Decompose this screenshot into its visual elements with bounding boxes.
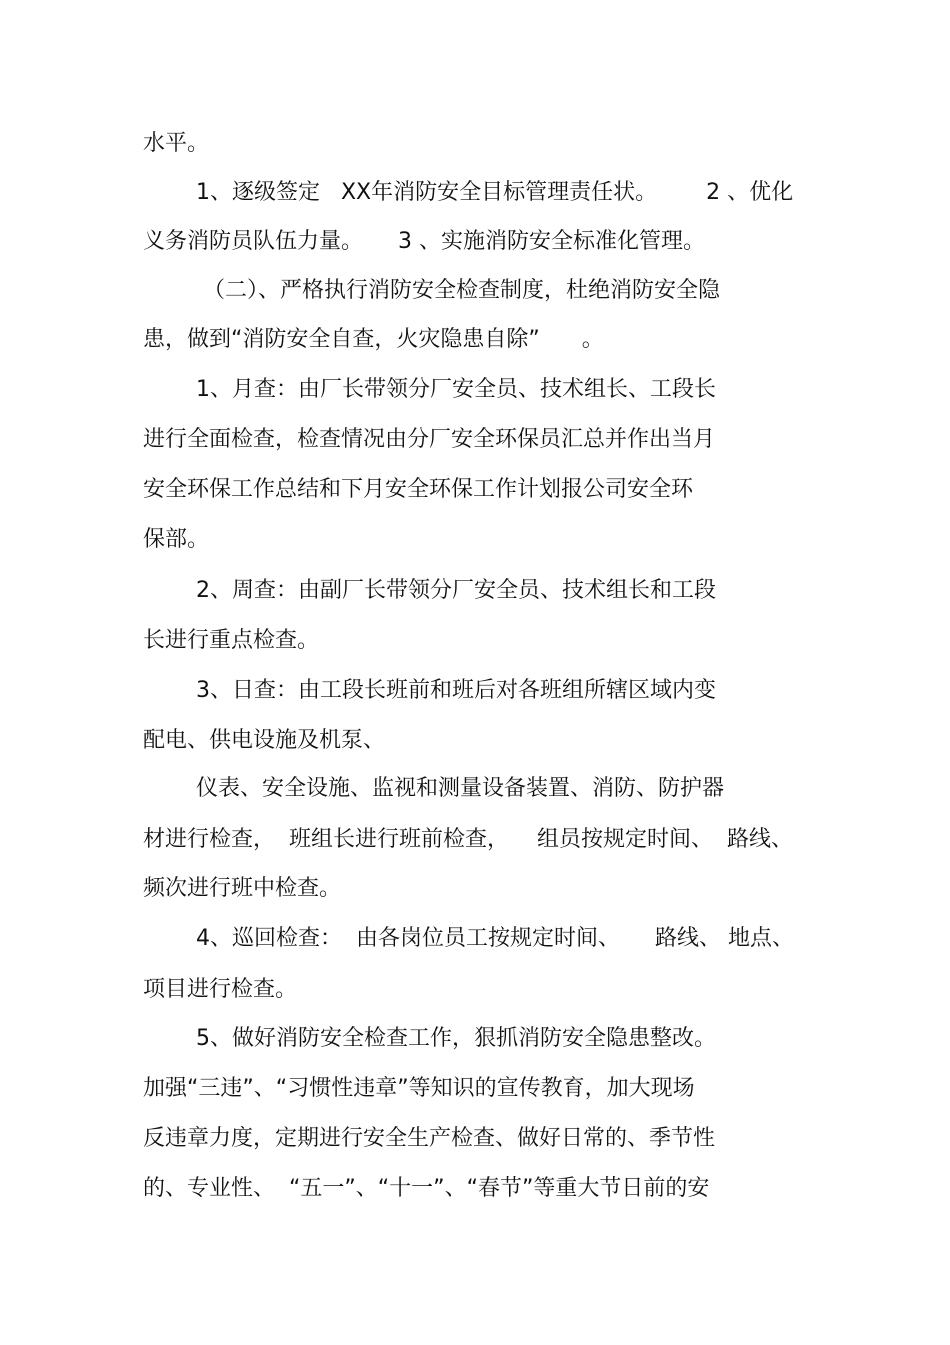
text-line-03: 义务消防员队伍力量。 3 、实施消防安全标准化管理。 [143,229,705,254]
text-line-13: 配电、供电设施及机泵、 [143,728,386,753]
text-line-14: 仪表、安全设施、监视和测量设备装置、消防、防护器 [196,776,725,801]
text-line-21: 反违章力度，定期进行安全生产检查、做好日常的、季节性 [143,1126,716,1151]
text-line-09: 保部。 [143,527,210,552]
text-line-12: 3、日查：由工段长班前和班后对各班组所辖区域内变 [196,678,716,703]
text-line-07: 进行全面检查，检查情况由分厂安全环保员汇总并作出当月 [143,427,716,452]
text-line-16: 频次进行班中检查。 [143,876,342,901]
text-line-18: 项目进行检查。 [143,977,298,1002]
text-line-06: 1、月查：由厂长带领分厂安全员、技术组长、工段长 [196,377,716,402]
text-line-11: 长进行重点检查。 [143,628,320,653]
text-line-19: 5、做好消防安全检查工作，狠抓消防安全隐患整改。 [196,1026,716,1051]
text-line-01: 水平。 [143,131,210,156]
text-line-08: 安全环保工作总结和下月安全环保工作计划报公司安全环 [143,477,694,502]
text-line-10: 2、周查：由副厂长带领分厂安全员、技术组长和工段 [196,578,716,603]
text-line-17: 4、巡回检查： 由各岗位员工按规定时间、 路线、 地点、 [196,926,794,951]
text-line-22: 的、专业性、 “五一”、“十一”、“春节”等重大节日前的安 [143,1176,710,1201]
text-line-04: （二）、严格执行消防安全检查制度，杜绝消防安全隐 [203,278,721,303]
text-line-20: 加强“三违”、“习惯性违章”等知识的宣传教育，加大现场 [143,1076,695,1101]
text-line-05: 患，做到“消防安全自查，火灾隐患自除” 。 [143,327,604,352]
text-line-15: 材进行检查， 班组长进行班前检查， 组员按规定时间、 路线、 [143,827,793,852]
text-line-02: 1、逐级签定 XX年消防安全目标管理责任状。 2 、优化 [196,180,794,205]
